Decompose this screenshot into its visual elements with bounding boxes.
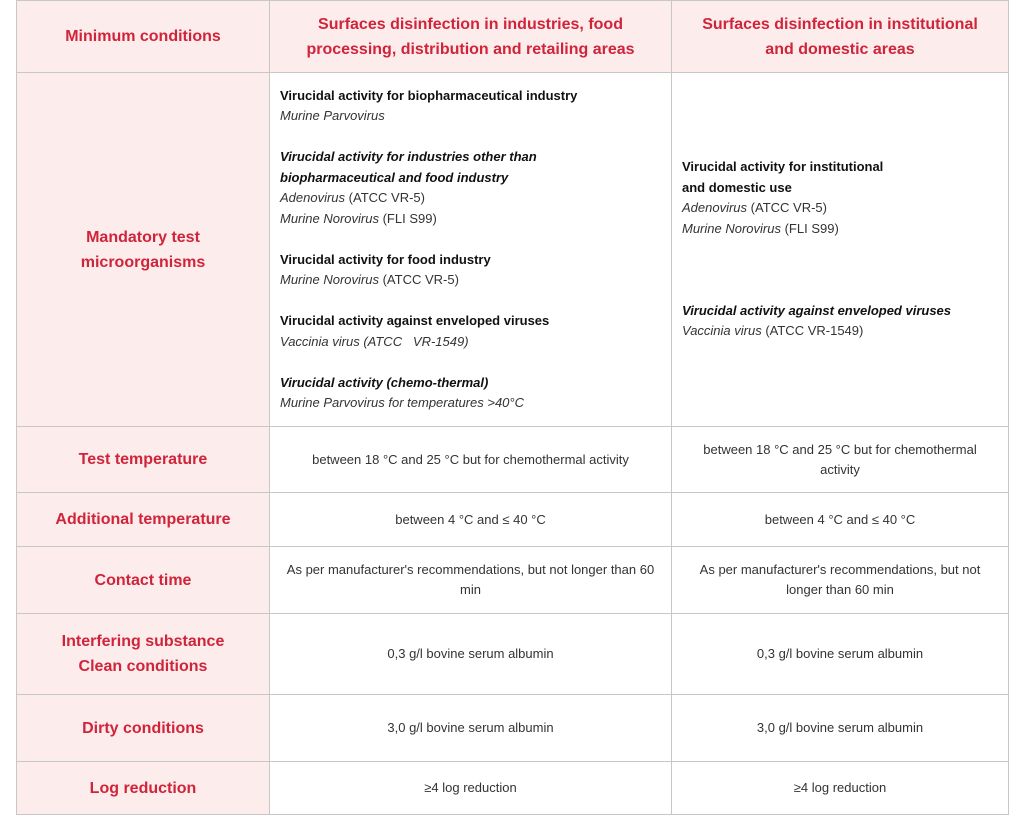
log-reduction-institutional: ≥4 log reduction xyxy=(672,762,1009,815)
contact-time-row xyxy=(17,547,1009,614)
test-temperature-row xyxy=(17,427,1009,493)
microorganism-entry xyxy=(280,393,661,414)
interfering-clean-row xyxy=(17,614,1009,695)
microorganism-group xyxy=(280,373,661,414)
microorganisms-label xyxy=(17,73,270,427)
microorganism-strain: (FLI S99) xyxy=(378,210,437,226)
microorganism-entry xyxy=(280,332,661,353)
dirty-conditions-institutional: 3,0 g/l bovine serum albumin xyxy=(672,695,1009,762)
activity-heading: Virucidal activity against enveloped viruses xyxy=(682,302,952,318)
microorganism-name: Murine Parvovirus for temperatures >40°C xyxy=(280,395,524,410)
header-industries: Surfaces disinfection in industries, food processing, distribution and retailing areas xyxy=(270,1,672,73)
dirty-conditions-row xyxy=(17,695,1009,762)
microorganism-name: Adenovirus xyxy=(280,190,346,205)
microorganism-entry xyxy=(280,188,661,209)
microorganism-strain: (ATCC VR-1549) xyxy=(761,323,864,339)
test-temperature-institutional: between 18 °C and 25 °C but for chemothermal activity xyxy=(672,427,1009,493)
dirty-conditions-industry: 3,0 g/l bovine serum albumin xyxy=(270,695,672,762)
interfering-label-line2: Clean conditions xyxy=(78,658,208,675)
microorganisms-label-line1: Mandatory test xyxy=(86,228,200,246)
contact-time-institutional: As per manufacturer's recommendations, but not longer than 60 min xyxy=(672,547,1009,614)
microorganism-strain: (ATCC VR-5) xyxy=(378,272,459,287)
additional-temperature-label: Additional temperature xyxy=(17,493,270,547)
additional-temperature-row xyxy=(17,493,1009,547)
microorganism-group xyxy=(682,157,998,239)
header-minimum-conditions: Minimum conditions xyxy=(17,1,270,73)
microorganism-group xyxy=(280,86,661,127)
interfering-clean-industry: 0,3 g/l bovine serum albumin xyxy=(270,614,672,695)
interfering-clean-institutional: 0,3 g/l bovine serum albumin xyxy=(672,614,1009,695)
contact-time-industry: As per manufacturer's recommendations, but not longer than 60 min xyxy=(270,547,672,614)
microorganism-entry xyxy=(280,270,661,291)
microorganism-group xyxy=(280,311,661,352)
microorganism-group xyxy=(280,147,661,229)
microorganism-strain: (ATCC VR-5) xyxy=(345,190,425,205)
microorganism-group xyxy=(682,301,998,342)
log-reduction-label: Log reduction xyxy=(17,762,270,815)
microorganisms-row xyxy=(17,73,1009,427)
activity-heading: and domestic use xyxy=(682,179,792,195)
microorganism-name: Adenovirus xyxy=(682,200,748,216)
interfering-clean-label xyxy=(17,614,270,695)
activity-heading: Virucidal activity for industries other than xyxy=(280,149,537,164)
additional-temperature-industry: between 4 °C and ≤ 40 °C xyxy=(270,493,672,547)
activity-heading: Virucidal activity (chemo-thermal) xyxy=(280,374,489,390)
microorganism-strain: (FLI S99) xyxy=(780,220,839,236)
test-temperature-industry: between 18 °C and 25 °C but for chemothermal activity xyxy=(270,427,672,493)
microorganism-name: Vaccinia virus (ATCC VR-1549) xyxy=(280,333,469,349)
activity-heading: Virucidal activity for biopharmaceutical industry xyxy=(280,87,578,103)
additional-temperature-institutional: between 4 °C and ≤ 40 °C xyxy=(672,493,1009,547)
microorganism-name: Murine Parvovirus xyxy=(280,108,385,123)
microorganism-name: Vaccinia virus xyxy=(682,323,762,339)
microorganism-entry xyxy=(280,209,661,230)
dirty-conditions-label: Dirty conditions xyxy=(17,695,270,762)
microorganism-group xyxy=(682,260,998,281)
microorganism-name: Murine Norovirus xyxy=(682,220,781,236)
industry-microorganisms-cell xyxy=(270,73,672,427)
microorganism-entry xyxy=(280,106,661,127)
log-reduction-industry: ≥4 log reduction xyxy=(270,762,672,815)
interfering-label-line1: Interfering substance xyxy=(61,633,225,650)
contact-time-label: Contact time xyxy=(17,547,270,614)
microorganisms-label-line2: microorganisms xyxy=(80,253,206,271)
test-temperature-label: Test temperature xyxy=(17,427,270,493)
microorganism-entry xyxy=(682,321,998,342)
header-institutional: Surfaces disinfection in institutional and domestic areas xyxy=(672,1,1009,73)
conditions-table xyxy=(16,0,1009,815)
log-reduction-row xyxy=(17,762,1009,815)
microorganism-entry xyxy=(682,198,998,219)
microorganism-entry xyxy=(682,219,998,240)
institutional-microorganisms-cell xyxy=(672,73,1009,427)
microorganism-name: Murine Norovirus xyxy=(280,210,379,226)
microorganism-name: Murine Norovirus xyxy=(280,272,379,287)
activity-heading: Virucidal activity for food industry xyxy=(280,251,491,267)
microorganism-strain: (ATCC VR-5) xyxy=(747,200,827,216)
microorganism-group xyxy=(280,250,661,291)
header-row xyxy=(17,1,1009,73)
activity-heading: Virucidal activity for institutional xyxy=(682,159,884,175)
activity-heading: biopharmaceutical and food industry xyxy=(280,169,509,185)
activity-heading: Virucidal activity against enveloped viruses xyxy=(280,313,550,328)
